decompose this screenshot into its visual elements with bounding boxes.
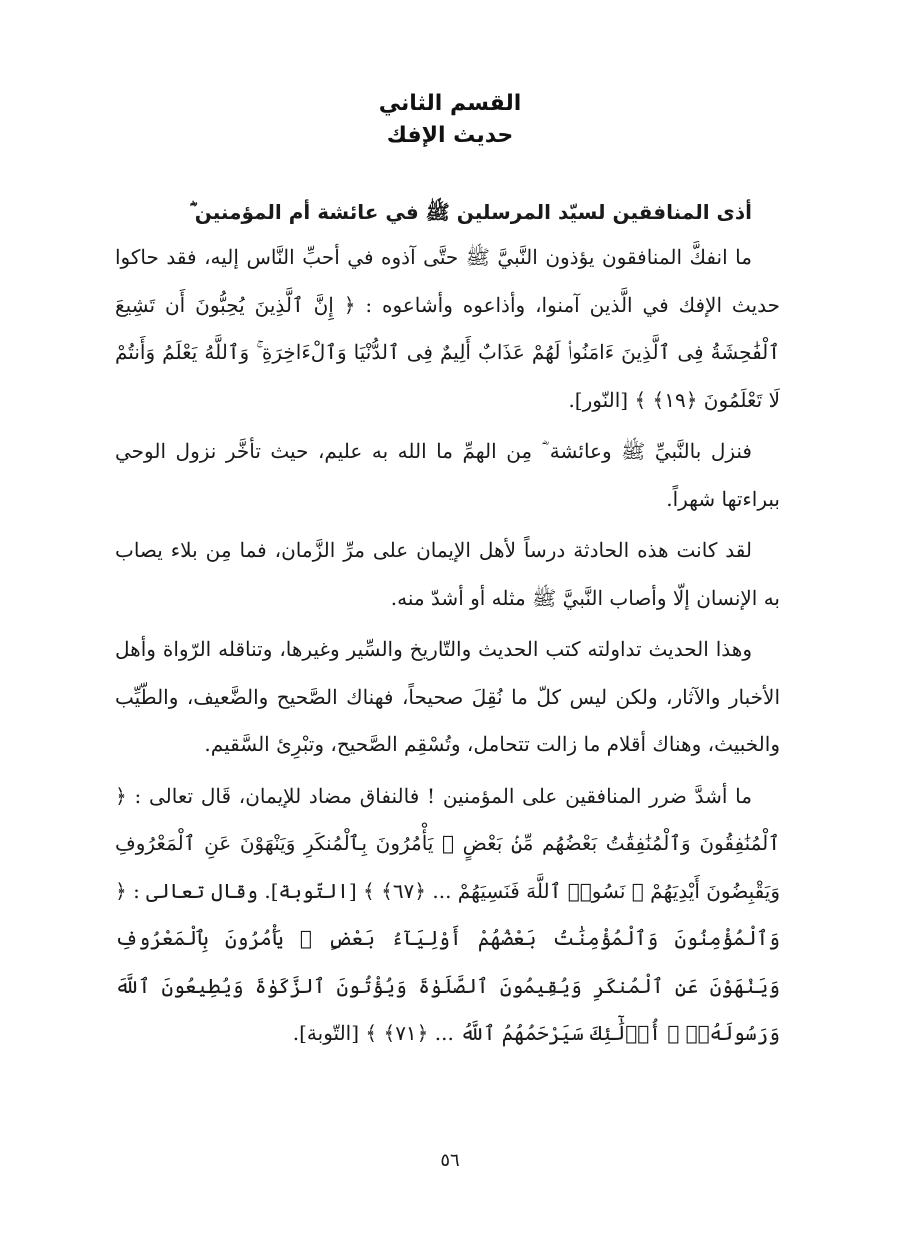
paragraph-2: فنزل بالنَّبيِّ ﷺ وعائشة ؓ مِن الهمِّ ما الله به عليم، حيث تأخَّر نزول الوحي ببراءتها شهراً. [115,439,780,511]
page-heading [0,88,900,152]
page-number: ٥٦ [440,1150,460,1171]
paragraph-4: وهذا الحديث تداولته كتب الحديث والتّاريخ والسِّير وغيرها، وتناقله الرّواة وأهل الأخبار والآثار، ولكن ليس كلّ ما نُقِلَ صحيحاً، فهناك الصَّحيح والضَّعيف، والطّيِّب والخبيث، وهناك أقلام ما زالت تتحامل، وتُسْقِم الصَّحيح، وتبْرِئ السَّقيم. [115,637,780,756]
body-text [115,192,780,1062]
paragraph-5: ما أشدَّ ضرر المنافقين على المؤمنين ! فالنفاق مضاد للإيمان، قَال تعالى : ﴿ ٱلْمُنَٰفِقُونَ وَٱلْمُنَٰفِقَٰتُ بَعْضُهُم مِّنۢ بَعْضٍ ۚ يَأْمُرُونَ بِٱلْمُنكَرِ وَيَنْهَوْنَ عَنِ ٱلْمَعْرُوفِ وَيَقْبِضُونَ أَيْدِيَهُمْ ۚ نَسُوا۟ ٱللَّهَ فَنَسِيَهُمْ ... ﴿٦٧﴾ ﴾ [التّوبة]. وقال تعالى : ﴿ وَٱلْمُؤْمِنُونَ وَٱلْمُؤْمِنَٰتُ بَعْضُهُمْ أَوْلِيَآءُ بَعْضٍ ۚ يَأْمُرُونَ بِٱلْمَعْرُوفِ وَيَنْهَوْنَ عَنِ ٱلْمُنكَرِ وَيُقِيمُونَ ٱلصَّلَوٰةَ وَيُؤْتُونَ ٱلزَّكَوٰةَ وَيُطِيعُونَ ٱللَّهَ وَرَسُولَهُۥٓ ۚ أُو۟لَٰٓئِكَ سَيَرْحَمُهُمُ ٱللَّهُ ... ﴿٧١﴾ ﴾ [التّوبة]. [115,783,780,1045]
chapter-title: حديث الإفك [386,123,514,148]
paragraph-3: لقد كانت هذه الحادثة درساً لأهل الإيمان على مرِّ الزَّمان، فما مِن بلاء يصاب به الإنسان إلّا وأصاب النَّبيَّ ﷺ مثله أو أشدّ منه. [115,538,780,610]
section-title: أذى المنافقين لسيّد المرسلين ﷺ في عائشة أم المؤمنين ؓ [189,200,752,224]
paragraph-1: ما انفكَّ المنافقون يؤذون النَّبيَّ ﷺ حتَّى آذوه في أحبِّ النَّاس إليه، فقد حاكوا حديث الإفك في الَّذين آمنوا، وأذاعوه وأشاعوه : ﴿ إِنَّ ٱلَّذِينَ يُحِبُّونَ أَن تَشِيعَ ٱلْفَٰحِشَةُ فِى ٱلَّذِينَ ءَامَنُوا۟ لَهُمْ عَذَابٌ أَلِيمٌ فِى ٱلدُّنْيَا وَٱلْءَاخِرَةِ ۚ وَٱللَّهُ يَعْلَمُ وَأَنتُمْ لَا تَعْلَمُونَ ﴿١٩﴾ ﴾ [النّور]. [115,245,780,412]
section-label: القسم الثاني [378,91,522,116]
